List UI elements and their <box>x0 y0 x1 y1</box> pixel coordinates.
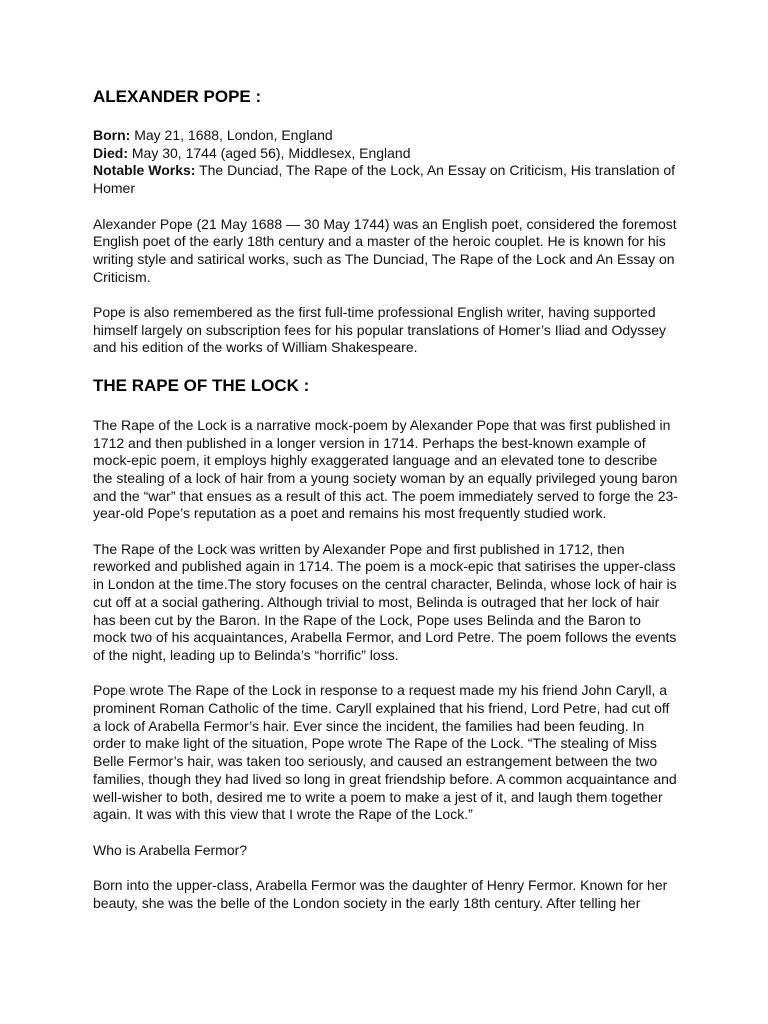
born-line <box>93 127 678 145</box>
bio-facts <box>93 127 678 198</box>
intro-paragraph: Pope is also remembered as the first full-time professional English writer, having supported himself largely on subscription fees for his popular translations of Homer’s Iliad and Odyssey and his edition of the works of William Shakespeare. <box>93 304 666 356</box>
died-line <box>93 145 678 163</box>
born-value: May 21, 1688, London, England <box>130 127 333 143</box>
works-value: The Dunciad, The Rape of the Lock, An Essay on Criticism, His translation of Homer <box>93 162 676 197</box>
section-title: THE RAPE OF THE LOCK : <box>93 375 310 395</box>
body-paragraph: The Rape of the Lock is a narrative mock-poem by Alexander Pope that was first published in 1712 and then published in a longer version in 1714. Perhaps the best-known example of mock-epic poem, it employs highly exaggerated language and an elevated tone to describe the stealing of a lock of hair from a young society woman by an equally privileged young baron and the “war” that ensues as a result of this act. The poem immediately served to forge the 23-year-old Pope’s reputation as a poet and remains his most frequently studied work. <box>93 416 678 522</box>
died-label: Died: <box>93 144 128 161</box>
body-paragraph: Born into the upper-class, Arabella Fermor was the daughter of Henry Fermor. Known for her beauty, she was the belle of the London society in the early 18th century. After telling her <box>93 877 668 911</box>
born-label: Born: <box>93 127 131 143</box>
subheading-question: Who is Arabella Fermor? <box>93 841 248 858</box>
intro-paragraph: Alexander Pope (21 May 1688 — 30 May 1744) was an English poet, considered the foremost English poet of the early 18th century and a master of the heroic couplet. He is known for his writing style and satirical works, such as The Dunciad, The Rape of the Lock and An Essay on Criticism. <box>93 215 677 285</box>
works-line <box>93 162 678 197</box>
body-paragraph: Pope wrote The Rape of the Lock in response to a request made my his friend John Caryll, a prominent Roman Catholic of the time. Caryll explained that his friend, Lord Petre, had cut off a lock of Arabella Fermor’s hair. Ever since the incident, the families had been feuding. In order to make light of the situation, Pope wrote The Rape of the Lock. “The stealing of Miss Belle Fermor’s hair, was taken too seriously, and caused an estrangement between the two families, though they had lived so long in great friendship before. A common acquaintance and well-wisher to both, desired me to write a poem to make a jest of it, and laugh them together again. It was with this view that I wrote the Rape of the Lock.” <box>93 682 677 823</box>
page-title: ALEXANDER POPE : <box>93 87 262 106</box>
works-label: Notable Works: <box>93 162 196 179</box>
body-paragraph: The Rape of the Lock was written by Alexander Pope and first published in 1712, then reworked and published again in 1714. The poem is a mock-epic that satirises the upper-class in London at the time.The story focuses on the central character, Belinda, whose lock of hair is cut off at a social gathering. Although trivial to most, Belinda is outraged that her lock of hair has been cut by the Baron. In the Rape of the Lock, Pope uses Belinda and the Baron to mock two of his acquaintances, Arabella Fermor, and Lord Petre. The poem follows the events of the night, leading up to Belinda’s “horrific” loss. <box>93 540 677 663</box>
died-value: May 30, 1744 (aged 56), Middlesex, England <box>128 144 411 161</box>
